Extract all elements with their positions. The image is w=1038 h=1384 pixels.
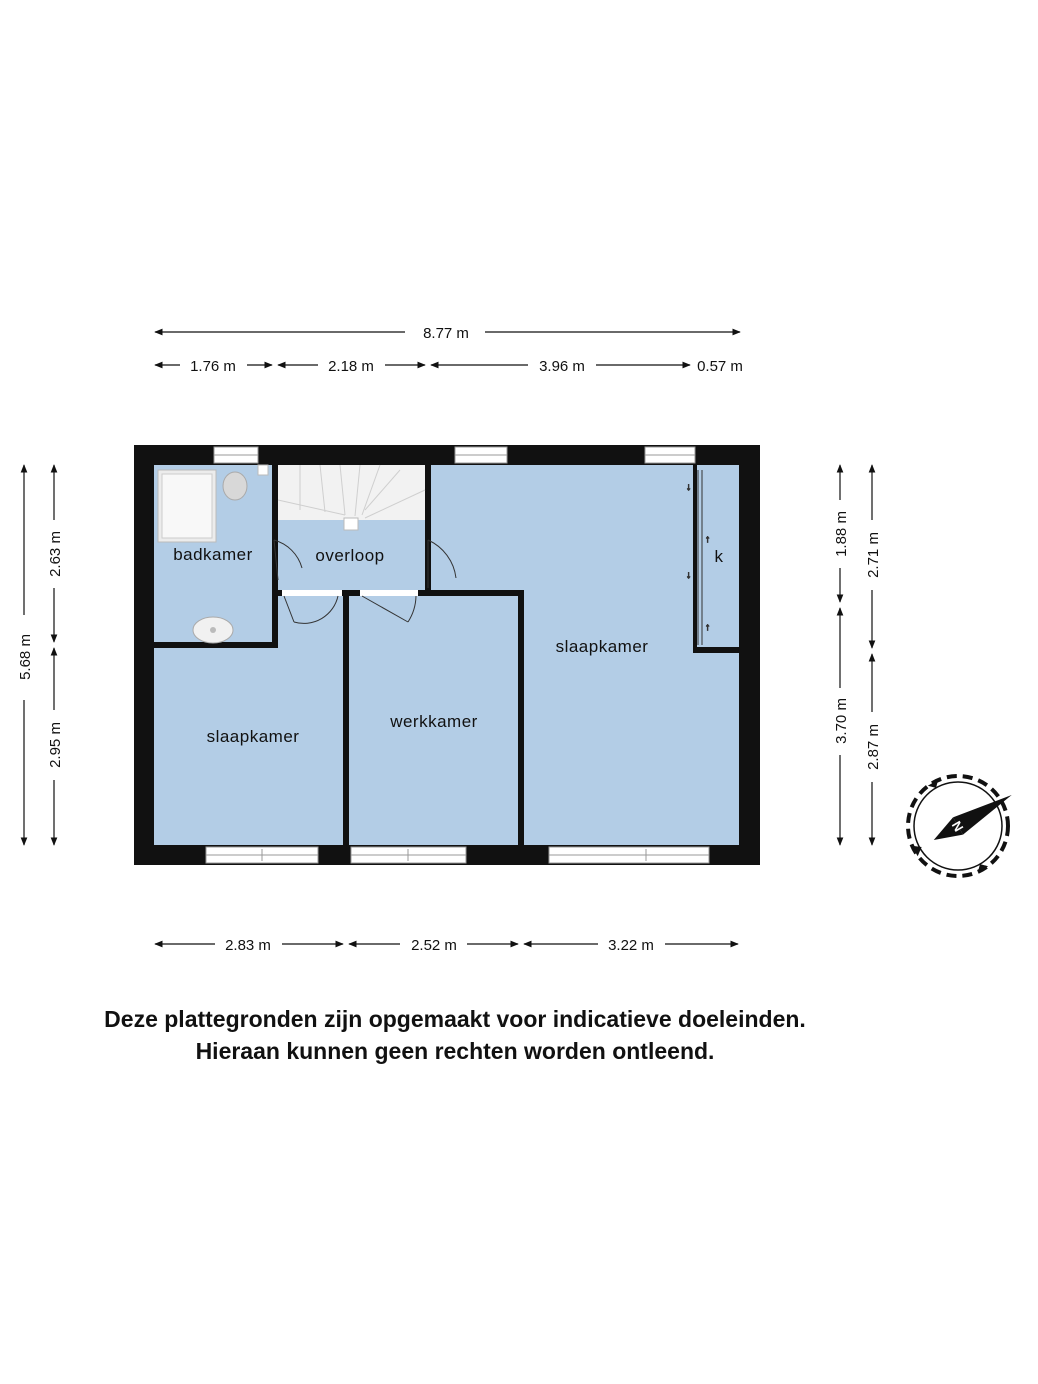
bottom-dimensions	[155, 937, 738, 954]
floor-plan	[134, 445, 760, 865]
compass-icon	[890, 752, 1037, 895]
room-label-werkkamer: werkkamer	[390, 712, 478, 731]
dim-bottom-seg-1: 2.83 m	[225, 937, 271, 954]
left-dimensions	[17, 465, 64, 845]
svg-text:↓: ↓	[686, 482, 691, 493]
svg-text:↓: ↓	[686, 570, 691, 581]
floor-area	[154, 465, 739, 845]
dim-right-inner-2: 3.70 m	[833, 698, 850, 744]
wall-badkamer-overloop	[272, 465, 278, 647]
dim-top-seg-3: 3.96 m	[539, 358, 585, 375]
dim-left-seg-2: 2.95 m	[47, 722, 64, 768]
wall-closet-left	[693, 465, 697, 650]
disclaimer	[0, 1003, 910, 1067]
dim-right-outer-1: 2.71 m	[865, 532, 882, 578]
svg-text:↑: ↑	[705, 622, 710, 633]
dim-top-seg-4: 0.57 m	[697, 358, 743, 375]
dim-right-outer-2: 2.87 m	[865, 724, 882, 770]
toilet	[223, 472, 247, 500]
dim-bottom-seg-2: 2.52 m	[411, 937, 457, 954]
dim-top-seg-1: 1.76 m	[190, 358, 236, 375]
room-label-badkamer: badkamer	[173, 545, 253, 564]
room-label-overloop: overloop	[315, 546, 385, 565]
compass-letter: N	[948, 818, 967, 835]
svg-text:↑: ↑	[705, 534, 710, 545]
right-dimensions	[833, 465, 882, 845]
dim-top-total: 8.77 m	[423, 325, 469, 342]
dim-right-inner-1: 1.88 m	[833, 511, 850, 557]
room-label-slaapkamer-small: slaapkamer	[206, 727, 300, 746]
wall-closet-bottom	[693, 647, 739, 653]
top-dimensions	[155, 325, 743, 375]
wall-slaapkamer-werkkamer	[343, 590, 349, 845]
room-label-k: k	[714, 547, 724, 566]
dim-top-seg-2: 2.18 m	[328, 358, 374, 375]
room-label-slaapkamer-large: slaapkamer	[555, 637, 649, 656]
dim-bottom-seg-3: 3.22 m	[608, 937, 654, 954]
wall-werkkamer-slaapkamer	[518, 590, 524, 845]
disclaimer-line-1: Deze plattegronden zijn opgemaakt voor indicatieve doeleinden.	[104, 1006, 806, 1032]
disclaimer-line-2: Hieraan kunnen geen rechten worden ontleend.	[195, 1038, 715, 1064]
dim-left-total: 5.68 m	[17, 634, 34, 680]
dim-left-seg-1: 2.63 m	[47, 531, 64, 577]
